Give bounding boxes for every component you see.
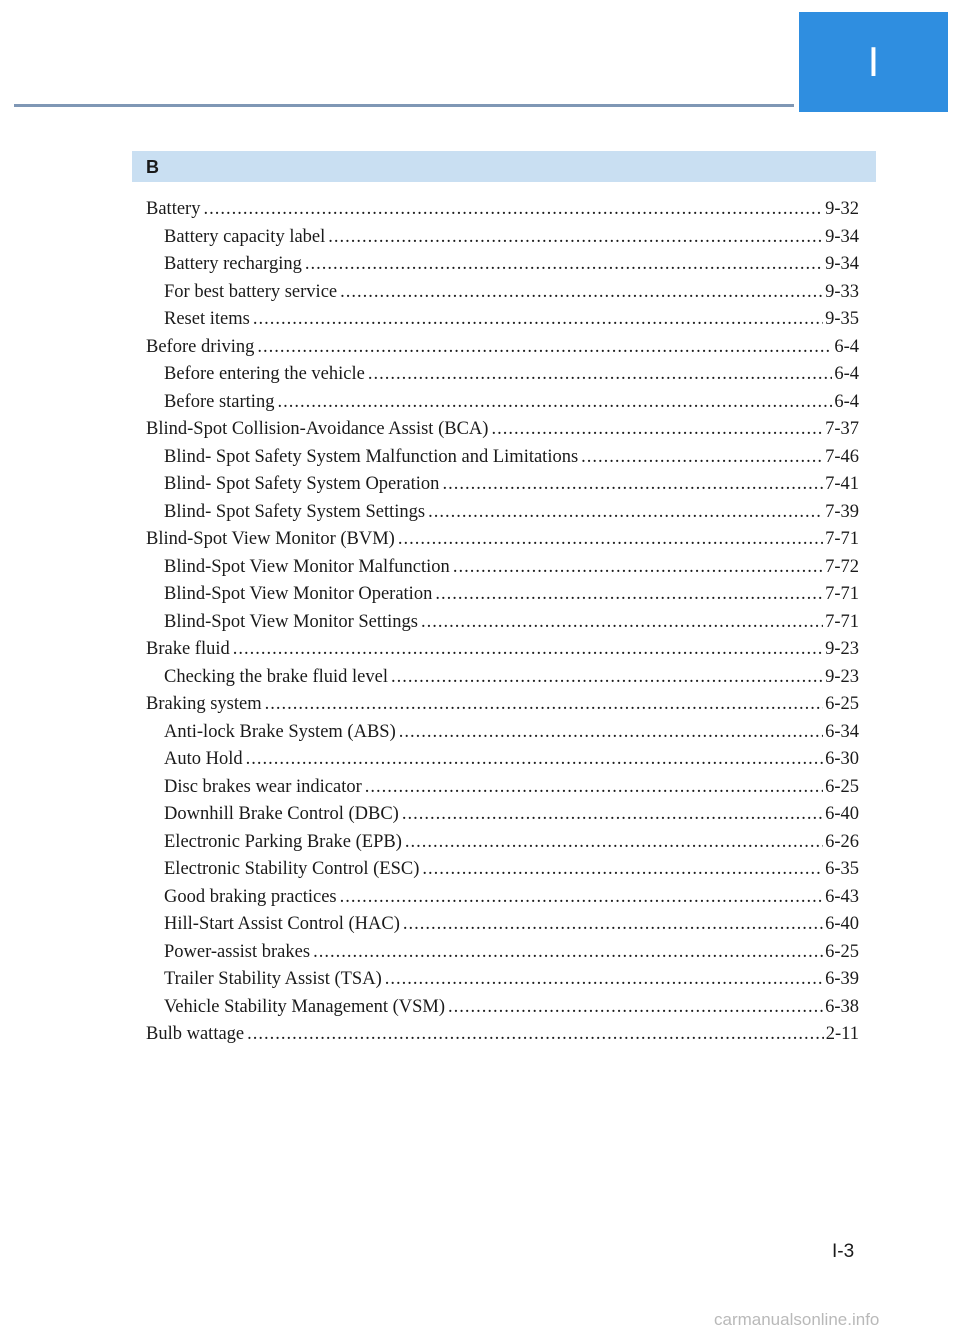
entry-term: Brake fluid [146, 639, 230, 659]
index-subentry[interactable] [146, 581, 859, 609]
index-subentry[interactable] [146, 994, 859, 1022]
entry-term: For best battery service [164, 281, 338, 302]
entry-page-ref: 7-71 [825, 529, 859, 549]
entry-page-ref: 9-32 [825, 199, 859, 219]
header-rule [14, 104, 794, 107]
dot-leader [340, 279, 823, 307]
dot-leader [305, 251, 823, 279]
dot-leader [340, 884, 823, 912]
entry-term: Good braking practices [164, 886, 337, 907]
dot-leader [453, 554, 823, 582]
entry-page-ref: 6-30 [825, 749, 859, 769]
dot-leader [257, 334, 832, 362]
entry-term: Anti-lock Brake System (ABS) [164, 721, 396, 742]
dot-leader [428, 499, 823, 527]
entry-page-ref: 7-37 [825, 419, 859, 439]
dot-leader [398, 526, 823, 554]
dot-leader [581, 444, 823, 472]
index-subentry[interactable] [146, 279, 859, 307]
entry-term: Blind- Spot Safety System Malfunction and Limitations [164, 446, 579, 467]
entry-term: Before driving [146, 336, 255, 357]
entry-term: Trailer Stability Assist (TSA) [164, 969, 382, 989]
entry-page-ref: 6-34 [825, 721, 859, 742]
entry-term: Power-assist brakes [164, 941, 311, 962]
dot-leader [328, 224, 823, 252]
dot-leader [233, 636, 823, 664]
index-subentry[interactable] [146, 361, 859, 389]
index-subentry[interactable] [146, 554, 859, 582]
dot-leader [421, 609, 823, 637]
index-subentry[interactable] [146, 801, 859, 829]
entry-term: Disc brakes wear indicator [164, 776, 362, 797]
entry-term: Downhill Brake Control (DBC) [164, 804, 399, 824]
index-entry[interactable] [146, 691, 859, 719]
entry-term: Blind- Spot Safety System Settings [164, 501, 426, 522]
index-subentry[interactable] [146, 444, 859, 472]
entry-term: Reset items [164, 309, 250, 329]
entry-term: Bulb wattage [146, 1024, 245, 1044]
dot-leader [277, 389, 832, 417]
dot-leader [203, 196, 823, 224]
index-entry[interactable] [146, 526, 859, 554]
dot-leader [403, 911, 823, 939]
entry-page-ref: 6-25 [825, 776, 859, 797]
chapter-tab-label: I [867, 38, 880, 85]
dot-leader [442, 471, 823, 499]
entry-page-ref: 6-25 [825, 941, 859, 962]
dot-leader [368, 361, 832, 389]
index-subentry[interactable] [146, 829, 859, 857]
entry-page-ref: 6-4 [834, 391, 859, 412]
section-letter: B [146, 157, 159, 177]
index-subentry[interactable] [146, 306, 859, 334]
entry-page-ref: 6-40 [825, 804, 859, 824]
entry-term: Vehicle Stability Management (VSM) [164, 996, 446, 1017]
entry-term: Battery [146, 199, 201, 219]
dot-leader [265, 691, 823, 719]
watermark: carmanualsonline.info [714, 1310, 880, 1329]
entry-page-ref: 6-26 [825, 831, 859, 852]
entry-page-ref: 7-46 [825, 446, 859, 467]
entry-term: Braking system [146, 694, 262, 714]
index-subentry[interactable] [146, 746, 859, 774]
dot-leader [448, 994, 823, 1022]
dot-leader [405, 829, 823, 857]
dot-leader [399, 719, 823, 747]
section-header-bar [132, 151, 876, 182]
entry-page-ref: 6-43 [825, 886, 859, 907]
index-subentry[interactable] [146, 251, 859, 279]
entry-term: Electronic Stability Control (ESC) [164, 859, 420, 879]
index-subentry[interactable] [146, 499, 859, 527]
entry-page-ref: 2-11 [825, 1024, 859, 1044]
entry-page-ref: 9-34 [825, 226, 859, 247]
dot-leader [365, 774, 823, 802]
index-subentry[interactable] [146, 966, 859, 994]
entry-page-ref: 7-71 [825, 611, 859, 632]
dot-leader [253, 306, 823, 334]
dot-leader [402, 801, 823, 829]
index-subentry[interactable] [146, 224, 859, 252]
dot-leader [247, 1021, 824, 1049]
entry-term: Blind-Spot View Monitor Operation [164, 584, 433, 604]
entry-term: Hill-Start Assist Control (HAC) [164, 914, 400, 934]
index-subentry[interactable] [146, 389, 859, 417]
entry-term: Before entering the vehicle [164, 364, 365, 384]
entry-page-ref: 6-40 [825, 914, 859, 934]
entry-page-ref: 7-72 [825, 556, 859, 577]
entry-term: Blind-Spot View Monitor Settings [164, 611, 418, 632]
dot-leader [422, 856, 823, 884]
entry-page-ref: 6-39 [825, 969, 859, 989]
index-entry[interactable] [146, 196, 859, 224]
entry-term: Battery recharging [164, 254, 302, 274]
index-entry[interactable] [146, 334, 859, 362]
entry-term: Checking the brake fluid level [164, 666, 388, 687]
index-subentry[interactable] [146, 664, 859, 692]
entry-page-ref: 7-39 [825, 501, 859, 522]
chapter-tab [799, 12, 948, 112]
entry-page-ref: 9-23 [825, 666, 859, 687]
dot-leader [435, 581, 823, 609]
entry-page-ref: 9-35 [825, 309, 859, 329]
index-subentry[interactable] [146, 471, 859, 499]
index-subentry[interactable] [146, 884, 859, 912]
entry-page-ref: 6-4 [834, 364, 859, 384]
index-subentry[interactable] [146, 939, 859, 967]
dot-leader [491, 416, 823, 444]
index-entry[interactable] [146, 636, 859, 664]
entry-page-ref: 7-71 [825, 584, 859, 604]
dot-leader [391, 664, 823, 692]
entry-page-ref: 7-41 [825, 474, 859, 494]
entry-term: Battery capacity label [164, 226, 326, 247]
index-subentry[interactable] [146, 856, 859, 884]
entry-term: Auto Hold [164, 749, 243, 769]
entry-term: Before starting [164, 391, 275, 412]
index-subentry[interactable] [146, 774, 859, 802]
entry-page-ref: 6-35 [825, 859, 859, 879]
entry-page-ref: 6-25 [825, 694, 859, 714]
dot-leader [385, 966, 823, 994]
dot-leader [246, 746, 823, 774]
entry-page-ref: 9-33 [825, 281, 859, 302]
entry-term: Blind-Spot View Monitor Malfunction [164, 556, 450, 577]
entry-term: Blind-Spot Collision-Avoidance Assist (BCA) [146, 419, 489, 439]
index-subentry[interactable] [146, 911, 859, 939]
index-entry[interactable] [146, 1021, 859, 1049]
entry-term: Electronic Parking Brake (EPB) [164, 831, 402, 852]
index-entry[interactable] [146, 416, 859, 444]
entry-page-ref: 6-38 [825, 996, 859, 1017]
entry-page-ref: 6-4 [834, 336, 859, 357]
entry-term: Blind-Spot View Monitor (BVM) [146, 529, 395, 549]
entry-term: Blind- Spot Safety System Operation [164, 474, 440, 494]
entry-page-ref: 9-23 [825, 639, 859, 659]
entry-page-ref: 9-34 [825, 254, 859, 274]
page-number: I-3 [832, 1241, 855, 1262]
index-list [146, 196, 859, 1049]
index-subentry[interactable] [146, 609, 859, 637]
index-subentry[interactable] [146, 719, 859, 747]
dot-leader [313, 939, 823, 967]
